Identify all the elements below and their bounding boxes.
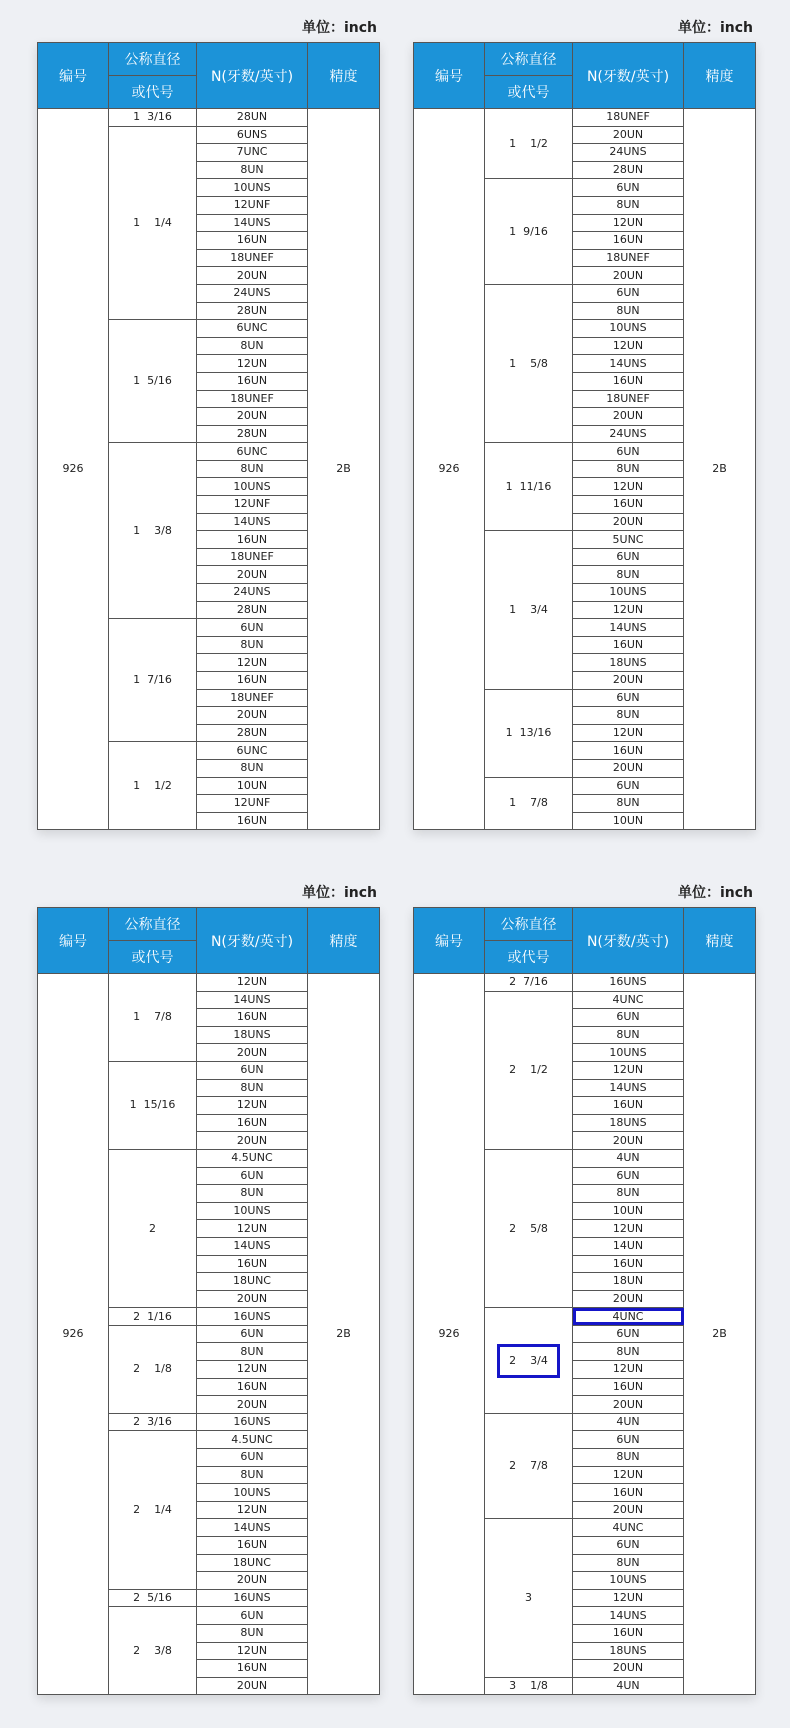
thread-cell: 16UN xyxy=(197,672,308,690)
thread-cell: 10UNS xyxy=(197,1202,308,1220)
thread-cell: 18UNS xyxy=(197,1026,308,1044)
code-cell: 926 xyxy=(414,109,485,830)
spec-panel-4 xyxy=(413,885,755,1695)
thread-cell: 20UN xyxy=(573,513,684,531)
header-nominal-bottom: 或代号 xyxy=(109,76,197,109)
thread-cell: 12UN xyxy=(197,1097,308,1115)
thread-cell: 16UN xyxy=(573,1484,684,1502)
thread-cell: 14UNS xyxy=(197,214,308,232)
code-cell: 926 xyxy=(38,974,109,1695)
thread-cell: 8UN xyxy=(573,707,684,725)
nominal-size-cell: 2 1/2 xyxy=(485,991,573,1149)
thread-cell: 6UNC xyxy=(197,742,308,760)
unit-label: 单位：inch xyxy=(677,885,753,901)
nominal-size-cell: 2 5/16 xyxy=(109,1589,197,1607)
thread-cell: 6UN xyxy=(197,619,308,637)
thread-cell: 18UNS xyxy=(573,654,684,672)
thread-cell: 6UN xyxy=(573,443,684,461)
thread-cell: 6UNS xyxy=(197,126,308,144)
thread-cell: 6UN xyxy=(197,1061,308,1079)
nominal-size-cell: 1 11/16 xyxy=(485,443,573,531)
code-cell: 926 xyxy=(38,109,109,830)
thread-cell: 4UNC xyxy=(573,1519,684,1537)
thread-cell: 8UN xyxy=(197,1343,308,1361)
thread-cell: 16UN xyxy=(573,1097,684,1115)
thread-cell: 20UN xyxy=(573,672,684,690)
code-cell: 926 xyxy=(414,974,485,1695)
unit-label: 单位：inch xyxy=(677,20,753,36)
thread-cell: 8UN xyxy=(197,460,308,478)
thread-cell: 10UNS xyxy=(573,584,684,602)
thread-cell: 10UNS xyxy=(573,1572,684,1590)
thread-cell: 12UN xyxy=(197,1642,308,1660)
thread-cell: 12UNF xyxy=(197,496,308,514)
thread-cell: 12UN xyxy=(573,724,684,742)
thread-cell: 12UN xyxy=(197,654,308,672)
nominal-size-cell: 1 1/2 xyxy=(109,742,197,830)
thread-cell: 6UN xyxy=(573,689,684,707)
thread-cell: 4UNC xyxy=(573,991,684,1009)
thread-cell: 16UNS xyxy=(573,974,684,992)
nominal-size-cell: 2 3/8 xyxy=(109,1607,197,1695)
table-body xyxy=(38,974,380,1695)
thread-cell: 20UN xyxy=(573,126,684,144)
thread-cell: 20UN xyxy=(197,566,308,584)
thread-cell: 20UN xyxy=(197,1132,308,1150)
thread-cell: 20UN xyxy=(197,707,308,725)
thread-cell: 6UNC xyxy=(197,443,308,461)
table-row xyxy=(414,109,756,127)
thread-cell: 20UN xyxy=(573,1290,684,1308)
precision-cell: 2B xyxy=(684,974,756,1695)
thread-cell: 6UN xyxy=(573,1167,684,1185)
thread-cell: 16UNS xyxy=(197,1308,308,1326)
table-row xyxy=(38,109,380,127)
header-tpi: N(牙数/英寸) xyxy=(197,43,308,109)
thread-cell: 8UN xyxy=(197,759,308,777)
thread-cell: 16UN xyxy=(573,742,684,760)
table-body xyxy=(38,109,380,830)
table-row xyxy=(414,974,756,992)
thread-cell: 12UNF xyxy=(197,196,308,214)
spec-panel-2 xyxy=(413,20,755,830)
nominal-size-cell: 2 xyxy=(109,1149,197,1307)
thread-cell: 16UN xyxy=(573,372,684,390)
thread-cell: 20UN xyxy=(197,1290,308,1308)
header-precision: 精度 xyxy=(308,908,380,974)
thread-cell: 12UN xyxy=(197,1501,308,1519)
header-nominal-top: 公称直径 xyxy=(109,43,197,76)
thread-cell: 16UN xyxy=(197,1537,308,1555)
thread-cell: 18UNEF xyxy=(197,390,308,408)
header-precision: 精度 xyxy=(684,43,756,109)
nominal-size-cell: 2 3/16 xyxy=(109,1413,197,1431)
thread-cell: 18UNEF xyxy=(573,249,684,267)
thread-cell: 12UN xyxy=(573,478,684,496)
thread-cell: 20UN xyxy=(573,1660,684,1678)
thread-cell: 14UNS xyxy=(197,1519,308,1537)
thread-cell: 12UNF xyxy=(197,795,308,813)
thread-cell: 16UN xyxy=(197,372,308,390)
thread-cell: 8UN xyxy=(197,1466,308,1484)
thread-cell: 4UN xyxy=(573,1677,684,1695)
nominal-size-cell: 1 7/16 xyxy=(109,619,197,742)
thread-cell: 18UNEF xyxy=(197,548,308,566)
nominal-size-cell: 2 5/8 xyxy=(485,1149,573,1307)
thread-cell: 10UNS xyxy=(197,1484,308,1502)
thread-cell: 10UNS xyxy=(573,320,684,338)
header-precision: 精度 xyxy=(684,908,756,974)
thread-cell: 16UNS xyxy=(197,1589,308,1607)
thread-cell: 6UN xyxy=(573,777,684,795)
nominal-size-cell: 1 7/8 xyxy=(109,974,197,1062)
table-body xyxy=(414,109,756,830)
thread-spec-table xyxy=(413,907,756,1695)
header-tpi: N(牙数/英寸) xyxy=(573,43,684,109)
thread-cell: 20UN xyxy=(197,1396,308,1414)
thread-cell: 8UN xyxy=(573,460,684,478)
thread-cell: 10UNS xyxy=(197,179,308,197)
thread-cell: 6UN xyxy=(573,1431,684,1449)
thread-cell: 8UN xyxy=(197,1624,308,1642)
thread-cell: 18UNEF xyxy=(573,109,684,127)
thread-cell: 20UN xyxy=(573,408,684,426)
thread-cell: 12UN xyxy=(197,1361,308,1379)
thread-cell: 10UN xyxy=(573,1202,684,1220)
thread-cell: 24UNS xyxy=(573,144,684,162)
nominal-size-cell: 1 1/4 xyxy=(109,126,197,320)
thread-cell: 5UNC xyxy=(573,531,684,549)
thread-cell: 16UN xyxy=(573,1624,684,1642)
thread-cell: 28UN xyxy=(197,109,308,127)
thread-cell: 8UN xyxy=(197,636,308,654)
thread-cell: 6UN xyxy=(573,1009,684,1027)
thread-cell: 10UN xyxy=(573,812,684,830)
spec-panel-1 xyxy=(37,20,379,830)
thread-cell: 20UN xyxy=(573,1501,684,1519)
thread-cell: 20UN xyxy=(197,408,308,426)
thread-cell: 8UN xyxy=(197,337,308,355)
thread-cell: 28UN xyxy=(197,302,308,320)
unit-label: 单位：inch xyxy=(301,885,377,901)
thread-cell: 18UNEF xyxy=(573,390,684,408)
thread-cell: 16UN xyxy=(573,1378,684,1396)
thread-cell: 8UN xyxy=(197,1185,308,1203)
thread-cell: 10UN xyxy=(197,777,308,795)
thread-cell: 20UN xyxy=(573,1396,684,1414)
header-code: 编号 xyxy=(38,43,109,109)
nominal-size-cell: 1 5/16 xyxy=(109,320,197,443)
thread-cell: 24UNS xyxy=(197,284,308,302)
thread-cell: 8UN xyxy=(573,1554,684,1572)
thread-cell: 12UN xyxy=(573,214,684,232)
thread-cell: 6UN xyxy=(197,1325,308,1343)
thread-cell: 16UN xyxy=(197,1114,308,1132)
thread-cell: 16UN xyxy=(197,531,308,549)
thread-cell: 4UNC xyxy=(573,1308,684,1326)
nominal-size-cell: 1 3/8 xyxy=(109,443,197,619)
thread-cell: 6UN xyxy=(197,1607,308,1625)
precision-cell: 2B xyxy=(684,109,756,830)
thread-cell: 8UN xyxy=(573,196,684,214)
table-body xyxy=(414,974,756,1695)
thread-cell: 8UN xyxy=(573,795,684,813)
nominal-size-cell: 3 1/8 xyxy=(485,1677,573,1695)
thread-cell: 8UN xyxy=(573,1343,684,1361)
nominal-size-cell: 1 13/16 xyxy=(485,689,573,777)
thread-cell: 20UN xyxy=(197,1572,308,1590)
thread-cell: 18UNEF xyxy=(197,689,308,707)
thread-cell: 14UNS xyxy=(573,1079,684,1097)
thread-cell: 20UN xyxy=(573,1132,684,1150)
thread-cell: 16UN xyxy=(197,1255,308,1273)
thread-cell: 16UN xyxy=(573,496,684,514)
thread-cell: 4.5UNC xyxy=(197,1431,308,1449)
thread-cell: 24UNS xyxy=(573,425,684,443)
header-code: 编号 xyxy=(414,908,485,974)
thread-cell: 16UNS xyxy=(197,1413,308,1431)
nominal-size-cell: 3 xyxy=(485,1519,573,1677)
thread-cell: 16UN xyxy=(197,232,308,250)
thread-cell: 4.5UNC xyxy=(197,1149,308,1167)
thread-cell: 18UNEF xyxy=(197,249,308,267)
thread-cell: 6UN xyxy=(573,1325,684,1343)
thread-cell: 14UNS xyxy=(197,1237,308,1255)
thread-cell: 28UN xyxy=(197,425,308,443)
thread-cell: 20UN xyxy=(197,1044,308,1062)
thread-cell: 18UNS xyxy=(573,1642,684,1660)
thread-cell: 6UN xyxy=(573,548,684,566)
thread-cell: 8UN xyxy=(573,566,684,584)
header-tpi: N(牙数/英寸) xyxy=(197,908,308,974)
thread-cell: 16UN xyxy=(573,232,684,250)
precision-cell: 2B xyxy=(308,109,380,830)
thread-cell: 8UN xyxy=(573,1449,684,1467)
thread-cell: 14UN xyxy=(573,1237,684,1255)
spec-panel-3 xyxy=(37,885,379,1695)
thread-spec-table xyxy=(37,42,380,830)
nominal-size-cell: 1 3/4 xyxy=(485,531,573,689)
nominal-size-cell: 2 1/8 xyxy=(109,1325,197,1413)
thread-cell: 16UN xyxy=(573,1255,684,1273)
thread-cell: 14UNS xyxy=(573,1607,684,1625)
header-code: 编号 xyxy=(38,908,109,974)
thread-cell: 12UN xyxy=(197,974,308,992)
nominal-size-cell: 1 7/8 xyxy=(485,777,573,830)
thread-cell: 20UN xyxy=(573,267,684,285)
thread-cell: 28UN xyxy=(573,161,684,179)
thread-spec-table xyxy=(37,907,380,1695)
nominal-size-cell: 1 3/16 xyxy=(109,109,197,127)
nominal-size-cell: 1 5/8 xyxy=(485,284,573,442)
thread-cell: 7UNC xyxy=(197,144,308,162)
header-nominal-bottom: 或代号 xyxy=(485,76,573,109)
thread-cell: 18UN xyxy=(573,1273,684,1291)
table-row xyxy=(38,974,380,992)
thread-spec-table xyxy=(413,42,756,830)
thread-cell: 16UN xyxy=(197,1660,308,1678)
header-nominal-bottom: 或代号 xyxy=(485,941,573,974)
thread-cell: 4UN xyxy=(573,1149,684,1167)
thread-cell: 10UNS xyxy=(197,478,308,496)
thread-cell: 10UNS xyxy=(573,1044,684,1062)
thread-cell: 14UNS xyxy=(197,991,308,1009)
nominal-size-cell: 2 1/4 xyxy=(109,1431,197,1589)
thread-cell: 12UN xyxy=(573,1589,684,1607)
thread-cell: 16UN xyxy=(197,812,308,830)
precision-cell: 2B xyxy=(308,974,380,1695)
thread-cell: 20UN xyxy=(573,759,684,777)
thread-cell: 12UN xyxy=(573,337,684,355)
thread-cell: 6UN xyxy=(573,284,684,302)
thread-cell: 16UN xyxy=(197,1009,308,1027)
nominal-size-cell: 1 15/16 xyxy=(109,1061,197,1149)
thread-cell: 12UN xyxy=(573,1061,684,1079)
thread-cell: 18UNC xyxy=(197,1273,308,1291)
unit-label: 单位：inch xyxy=(301,20,377,36)
header-nominal-top: 公称直径 xyxy=(485,908,573,941)
highlight-box: 2 3/4 xyxy=(497,1344,560,1378)
thread-cell: 20UN xyxy=(197,1677,308,1695)
thread-cell: 18UNC xyxy=(197,1554,308,1572)
thread-cell: 6UNC xyxy=(197,320,308,338)
header-tpi: N(牙数/英寸) xyxy=(573,908,684,974)
thread-cell: 6UN xyxy=(197,1167,308,1185)
thread-cell: 28UN xyxy=(197,601,308,619)
thread-cell: 12UN xyxy=(573,1466,684,1484)
header-nominal-bottom: 或代号 xyxy=(109,941,197,974)
nominal-size-cell: 2 7/8 xyxy=(485,1413,573,1519)
nominal-size-cell: 1 1/2 xyxy=(485,109,573,179)
thread-cell: 12UN xyxy=(573,1361,684,1379)
thread-cell: 8UN xyxy=(573,1026,684,1044)
nominal-size-cell: 2 7/16 xyxy=(485,974,573,992)
thread-cell: 8UN xyxy=(573,1185,684,1203)
thread-cell: 24UNS xyxy=(197,584,308,602)
header-precision: 精度 xyxy=(308,43,380,109)
header-nominal-top: 公称直径 xyxy=(485,43,573,76)
thread-cell: 12UN xyxy=(197,1220,308,1238)
thread-cell: 28UN xyxy=(197,724,308,742)
thread-cell: 6UN xyxy=(573,179,684,197)
thread-cell: 16UN xyxy=(197,1378,308,1396)
thread-cell: 14UNS xyxy=(573,355,684,373)
header-code: 编号 xyxy=(414,43,485,109)
header-nominal-top: 公称直径 xyxy=(109,908,197,941)
thread-cell: 8UN xyxy=(197,161,308,179)
thread-cell: 14UNS xyxy=(573,619,684,637)
thread-cell: 12UN xyxy=(197,355,308,373)
thread-cell: 16UN xyxy=(573,636,684,654)
thread-cell: 12UN xyxy=(573,1220,684,1238)
thread-cell: 4UN xyxy=(573,1413,684,1431)
thread-cell: 12UN xyxy=(573,601,684,619)
thread-cell: 6UN xyxy=(573,1537,684,1555)
nominal-size-cell: 1 9/16 xyxy=(485,179,573,285)
nominal-size-cell: 2 1/16 xyxy=(109,1308,197,1326)
thread-cell: 20UN xyxy=(197,267,308,285)
nominal-size-cell xyxy=(485,1308,573,1414)
thread-cell: 8UN xyxy=(197,1079,308,1097)
thread-cell: 18UNS xyxy=(573,1114,684,1132)
thread-cell: 14UNS xyxy=(197,513,308,531)
thread-cell: 6UN xyxy=(197,1449,308,1467)
thread-cell: 8UN xyxy=(573,302,684,320)
